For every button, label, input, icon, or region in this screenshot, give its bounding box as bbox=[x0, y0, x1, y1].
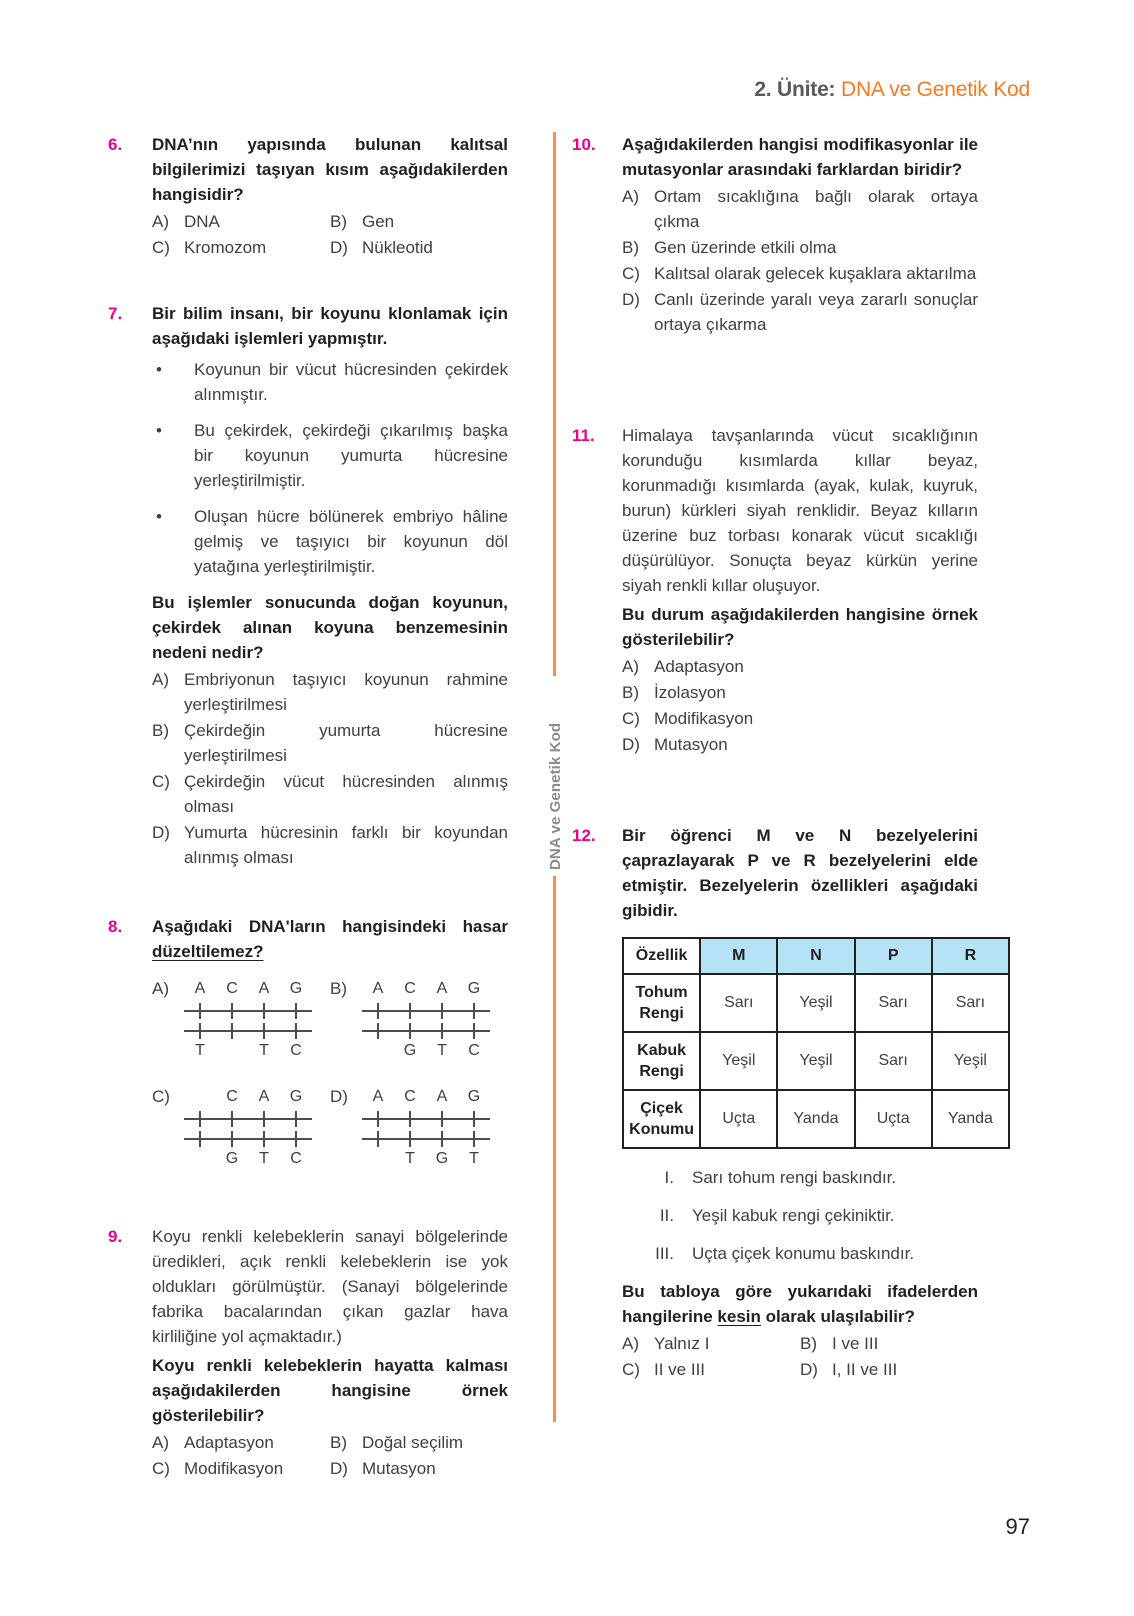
question-12-follow-pre: Bu tabloya göre yukarıdaki ifadelerden hangilerine bbox=[622, 1282, 978, 1326]
table-cell: Yeşil bbox=[777, 1032, 854, 1090]
option-d[interactable] bbox=[800, 1357, 978, 1382]
option-b-label: B) bbox=[800, 1334, 817, 1353]
dna-tick bbox=[199, 1131, 201, 1147]
option-c[interactable] bbox=[622, 261, 978, 286]
table-header-feature: Özellik bbox=[623, 938, 700, 974]
dna-tick bbox=[199, 1003, 201, 1019]
dna-base: A bbox=[372, 980, 384, 997]
dna-strand-top bbox=[362, 1000, 490, 1020]
question-12 bbox=[572, 823, 993, 1383]
question-8-stem bbox=[152, 914, 508, 964]
dna-option-d-label: D) bbox=[330, 1087, 348, 1106]
dna-option-a[interactable] bbox=[152, 978, 330, 1064]
question-9-stem: Koyu renkli kelebeklerin sanayi bölgelerinde üredikleri, açık renkli kelebeklerin ise yok oldukları görülmüştür. (Sanayi bölgelerinde fabrika bacalarından çıkan gazlar hava kirliliğine yol açmaktadır.) bbox=[152, 1227, 508, 1346]
bullet-item bbox=[152, 418, 508, 493]
dna-tick bbox=[199, 1023, 201, 1039]
option-c[interactable] bbox=[622, 1357, 800, 1382]
dna-tick bbox=[473, 1131, 475, 1147]
dna-base: G bbox=[403, 1042, 417, 1059]
dna-base: G bbox=[467, 1088, 481, 1105]
table-cell: Yeşil bbox=[777, 974, 854, 1032]
dna-top-bases bbox=[362, 978, 490, 1000]
dna-base: G bbox=[467, 980, 481, 997]
dna-tick bbox=[263, 1131, 265, 1147]
statement-numeral: II. bbox=[659, 1206, 674, 1225]
vertical-unit-label: DNA ve Genetik Kod bbox=[547, 722, 564, 870]
dna-figure bbox=[184, 1086, 312, 1172]
table-cell: Sarı bbox=[932, 974, 1009, 1032]
question-12-stem: Bir öğrenci M ve N bezelyelerini çaprazlayarak P ve R bezelyelerini elde etmiştir. Bezelyelerin özellikleri aşağıdaki gibidir. bbox=[622, 826, 978, 920]
option-c[interactable] bbox=[152, 769, 508, 819]
option-b-label: B) bbox=[622, 683, 639, 702]
option-c-text: Kromozom bbox=[184, 238, 267, 257]
question-8-number: 8. bbox=[108, 917, 123, 936]
option-a[interactable] bbox=[622, 1331, 800, 1356]
dna-strand-bottom bbox=[184, 1128, 312, 1148]
dna-base: C bbox=[290, 1042, 302, 1059]
question-9-follow: Koyu renkli kelebeklerin hayatta kalması aşağıdakilerden hangisine örnek gösterilebilir? bbox=[152, 1356, 508, 1425]
table-cell: Yeşil bbox=[700, 1032, 777, 1090]
dna-tick bbox=[231, 1023, 233, 1039]
question-6-options bbox=[152, 209, 508, 261]
table-row bbox=[623, 974, 1009, 1032]
option-d-text: Yumurta hücresinin farklı bir koyundan alınmış olması bbox=[184, 823, 508, 867]
dna-base: A bbox=[258, 980, 270, 997]
dna-option-a-label: A) bbox=[152, 979, 169, 998]
page-number: 97 bbox=[1005, 1514, 1030, 1539]
question-7-number: 7. bbox=[108, 304, 123, 323]
row-label: Kabuk Rengi bbox=[623, 1032, 700, 1090]
question-11 bbox=[572, 423, 978, 757]
option-d-label: D) bbox=[330, 238, 348, 257]
table-cell: Sarı bbox=[855, 1032, 932, 1090]
question-6-number: 6. bbox=[108, 135, 123, 154]
dna-backbone bbox=[184, 1118, 312, 1120]
pea-traits-table-wrap bbox=[622, 937, 993, 1149]
dna-base bbox=[184, 1148, 216, 1170]
dna-tick bbox=[377, 1111, 379, 1127]
option-b-label: B) bbox=[622, 238, 639, 257]
question-9-number: 9. bbox=[108, 1227, 123, 1246]
option-b[interactable] bbox=[622, 680, 978, 705]
option-a-label: A) bbox=[152, 670, 169, 689]
option-c-text: Çekirdeğin vücut hücresinden alınmış olması bbox=[184, 772, 508, 816]
question-11-stem: Himalaya tavşanlarında vücut sıcaklığının korunduğu kısımlarda kıllar beyaz, korunmadığı kısımlarda (ayak, kulak, kuyruk, burun) kürkleri siyah renklidir. Beyaz kılların üzerine buz torbası konarak vücut sıcaklığı düşürülüyor. Sonuçta beyaz kürkün yerine siyah renkli kıllar oluşuyor. bbox=[622, 426, 978, 595]
dna-tick bbox=[409, 1023, 411, 1039]
bullet-dot: • bbox=[156, 360, 162, 379]
dna-tick bbox=[263, 1003, 265, 1019]
statement-text: Uçta çiçek konumu baskındır. bbox=[692, 1244, 915, 1263]
option-a-text: DNA bbox=[184, 212, 220, 231]
option-c-label: C) bbox=[622, 709, 640, 728]
dna-tick bbox=[409, 1111, 411, 1127]
option-a-label: A) bbox=[622, 657, 639, 676]
dna-tick bbox=[409, 1003, 411, 1019]
dna-tick bbox=[473, 1003, 475, 1019]
option-b-text: İzolasyon bbox=[654, 683, 726, 702]
option-b[interactable] bbox=[800, 1331, 978, 1356]
table-cell: Sarı bbox=[855, 974, 932, 1032]
dna-base bbox=[216, 1040, 248, 1062]
unit-name: DNA ve Genetik Kod bbox=[841, 78, 1030, 101]
dna-base: A bbox=[194, 980, 206, 997]
dna-backbone bbox=[362, 1010, 490, 1012]
dna-figure bbox=[362, 978, 490, 1064]
option-a-label: A) bbox=[622, 1334, 639, 1353]
dna-base: G bbox=[289, 980, 303, 997]
pea-traits-table bbox=[622, 937, 1010, 1149]
dna-tick bbox=[199, 1111, 201, 1127]
dna-tick bbox=[295, 1023, 297, 1039]
dna-option-b[interactable] bbox=[330, 978, 508, 1064]
left-column bbox=[108, 132, 508, 1508]
bullet-item bbox=[152, 357, 508, 407]
question-12-number: 12. bbox=[572, 826, 596, 845]
question-8-diagrams bbox=[152, 978, 508, 1194]
option-b[interactable] bbox=[330, 209, 508, 234]
dna-tick bbox=[441, 1131, 443, 1147]
question-10-number: 10. bbox=[572, 135, 596, 154]
statement-item bbox=[634, 1203, 978, 1228]
dna-top-bases bbox=[184, 1086, 312, 1108]
dna-tick bbox=[441, 1111, 443, 1127]
option-d-label: D) bbox=[622, 290, 640, 309]
option-d-text: Mutasyon bbox=[654, 735, 728, 754]
dna-base: C bbox=[226, 980, 238, 997]
option-c-text: Kalıtsal olarak gelecek kuşaklara aktarılma bbox=[654, 264, 977, 283]
row-label: Tohum Rengi bbox=[623, 974, 700, 1032]
dna-backbone bbox=[362, 1138, 490, 1140]
option-c-label: C) bbox=[622, 1360, 640, 1379]
dna-base bbox=[362, 1148, 394, 1170]
dna-bottom-bases bbox=[362, 1148, 490, 1170]
question-8 bbox=[108, 914, 508, 1194]
option-c-label: C) bbox=[152, 1459, 170, 1478]
dna-backbone bbox=[362, 1118, 490, 1120]
bullet-text: Bu çekirdek, çekirdeği çıkarılmış başka bir koyunun yumurta hücresine yerleştirilmiştir. bbox=[194, 421, 508, 490]
question-11-follow: Bu durum aşağıdakilerden hangisine örnek gösterilebilir? bbox=[622, 605, 978, 649]
question-9-options bbox=[152, 1430, 508, 1482]
question-12-follow-underlined: kesin bbox=[717, 1307, 761, 1326]
option-d-label: D) bbox=[152, 823, 170, 842]
dna-backbone bbox=[362, 1030, 490, 1032]
dna-base: T bbox=[405, 1150, 415, 1167]
question-10-stem: Aşağıdakilerden hangisi modifikasyonlar ile mutasyonlar arasındaki farklardan biridir? bbox=[622, 135, 978, 179]
dna-top-bases bbox=[184, 978, 312, 1000]
option-b[interactable] bbox=[622, 235, 978, 260]
option-a[interactable] bbox=[152, 667, 508, 717]
option-a[interactable] bbox=[152, 209, 330, 234]
option-c[interactable] bbox=[622, 706, 978, 731]
dna-tick bbox=[441, 1023, 443, 1039]
option-d[interactable] bbox=[330, 235, 508, 260]
dna-figure bbox=[184, 978, 312, 1064]
question-12-options bbox=[622, 1331, 978, 1383]
statement-item bbox=[634, 1165, 978, 1190]
dna-base: A bbox=[258, 1088, 270, 1105]
dna-figure bbox=[362, 1086, 490, 1172]
dna-base: T bbox=[437, 1042, 447, 1059]
dna-base bbox=[362, 1040, 394, 1062]
option-d[interactable] bbox=[330, 1456, 508, 1481]
table-cell: Yanda bbox=[932, 1090, 1009, 1148]
unit-label: 2. Ünite: bbox=[754, 78, 836, 101]
dna-base: G bbox=[435, 1150, 449, 1167]
dna-strand-bottom bbox=[362, 1128, 490, 1148]
question-10 bbox=[572, 132, 978, 337]
statement-text: Yeşil kabuk rengi çekiniktir. bbox=[692, 1206, 895, 1225]
question-12-statements bbox=[622, 1165, 978, 1266]
option-d-text: Canlı üzerinde yaralı veya zararlı sonuçlar ortaya çıkarma bbox=[654, 290, 978, 334]
question-11-options bbox=[622, 654, 978, 757]
dna-base: A bbox=[436, 1088, 448, 1105]
dna-strand-top bbox=[362, 1108, 490, 1128]
option-a-text: Embriyonun taşıyıcı koyunun rahmine yerleştirilmesi bbox=[184, 670, 508, 714]
dna-tick bbox=[295, 1003, 297, 1019]
dna-bottom-bases bbox=[362, 1040, 490, 1062]
dna-tick bbox=[231, 1131, 233, 1147]
dna-tick bbox=[295, 1111, 297, 1127]
table-cell: Uçta bbox=[855, 1090, 932, 1148]
question-8-stem-underlined: düzeltilemez? bbox=[152, 942, 264, 961]
statement-numeral: III. bbox=[655, 1244, 674, 1263]
table-row bbox=[623, 1032, 1009, 1090]
dna-strand-bottom bbox=[362, 1020, 490, 1040]
option-b-text: Gen üzerinde etkili olma bbox=[654, 238, 837, 257]
question-7-follow: Bu işlemler sonucunda doğan koyunun, çekirdek alınan koyuna benzemesinin nedeni nedir? bbox=[152, 593, 508, 662]
option-d-text: Mutasyon bbox=[362, 1459, 436, 1478]
option-a-text: Ortam sıcaklığına bağlı olarak ortaya çıkma bbox=[654, 187, 978, 231]
dna-tick bbox=[441, 1003, 443, 1019]
option-b-text: Doğal seçilim bbox=[362, 1433, 464, 1452]
dna-base: T bbox=[469, 1150, 479, 1167]
option-a[interactable] bbox=[152, 1430, 330, 1455]
table-row bbox=[623, 1090, 1009, 1148]
dna-tick bbox=[263, 1023, 265, 1039]
dna-strand-top bbox=[184, 1000, 312, 1020]
dna-backbone bbox=[184, 1010, 312, 1012]
dna-base: T bbox=[259, 1150, 269, 1167]
question-7 bbox=[108, 301, 508, 870]
dna-bottom-bases bbox=[184, 1040, 312, 1062]
option-a-label: A) bbox=[622, 187, 639, 206]
option-d[interactable] bbox=[622, 732, 978, 757]
table-cell: Sarı bbox=[700, 974, 777, 1032]
statement-numeral: I. bbox=[664, 1168, 674, 1187]
dna-backbone bbox=[184, 1030, 312, 1032]
table-head bbox=[623, 938, 1009, 974]
table-cell: Yanda bbox=[777, 1090, 854, 1148]
table-cell: Yeşil bbox=[932, 1032, 1009, 1090]
dna-base: T bbox=[195, 1042, 205, 1059]
option-b[interactable] bbox=[330, 1430, 508, 1455]
table-cell: Uçta bbox=[700, 1090, 777, 1148]
option-c-label: C) bbox=[622, 264, 640, 283]
question-9 bbox=[108, 1224, 508, 1482]
statement-item bbox=[634, 1241, 978, 1266]
bullet-text: Koyunun bir vücut hücresinden çekirdek alınmıştır. bbox=[194, 360, 508, 404]
option-b-text: Gen bbox=[362, 212, 395, 231]
option-b-label: B) bbox=[330, 212, 347, 231]
bullet-item bbox=[152, 504, 508, 579]
question-12-follow-post: olarak ulaşılabilir? bbox=[760, 1307, 915, 1326]
dna-base: A bbox=[372, 1088, 384, 1105]
dna-bottom-bases bbox=[184, 1148, 312, 1170]
dna-base: C bbox=[226, 1088, 238, 1105]
dna-tick bbox=[473, 1111, 475, 1127]
dna-option-c-label: C) bbox=[152, 1087, 170, 1106]
question-6 bbox=[108, 132, 508, 261]
question-7-stem: Bir bilim insanı, bir koyunu klonlamak için aşağıdaki işlemleri yapmıştır. bbox=[152, 304, 508, 348]
dna-base: C bbox=[404, 980, 416, 997]
option-c-text: Modifikasyon bbox=[184, 1459, 284, 1478]
option-b-label: B) bbox=[330, 1433, 347, 1452]
table-header-n: N bbox=[777, 938, 854, 974]
table-header-r: R bbox=[932, 938, 1009, 974]
page-header bbox=[754, 78, 1030, 102]
table-header-p: P bbox=[855, 938, 932, 974]
option-a-text: Adaptasyon bbox=[654, 657, 744, 676]
dna-base: C bbox=[290, 1150, 302, 1167]
option-a[interactable] bbox=[622, 654, 978, 679]
dna-tick bbox=[263, 1111, 265, 1127]
dna-base bbox=[184, 1086, 216, 1108]
dna-top-bases bbox=[362, 1086, 490, 1108]
option-b-text: Çekirdeğin yumurta hücresine yerleştirilmesi bbox=[184, 721, 508, 765]
dna-tick bbox=[231, 1111, 233, 1127]
bullet-dot: • bbox=[156, 507, 162, 526]
question-12-follow bbox=[622, 1279, 978, 1329]
question-10-options bbox=[622, 184, 978, 337]
option-a[interactable] bbox=[622, 184, 978, 234]
dna-base: G bbox=[289, 1088, 303, 1105]
option-c-text: II ve III bbox=[654, 1360, 706, 1379]
question-7-bullets bbox=[152, 357, 508, 579]
option-c[interactable] bbox=[152, 235, 330, 260]
bullet-dot: • bbox=[156, 421, 162, 440]
question-7-options bbox=[152, 667, 508, 870]
option-c-label: C) bbox=[152, 238, 170, 257]
option-b-text: I ve III bbox=[832, 1334, 879, 1353]
option-c-label: C) bbox=[152, 772, 170, 791]
option-d-label: D) bbox=[622, 735, 640, 754]
option-d-label: D) bbox=[800, 1360, 818, 1379]
option-d[interactable] bbox=[152, 820, 508, 870]
dna-option-b-label: B) bbox=[330, 979, 347, 998]
option-a-label: A) bbox=[152, 1433, 169, 1452]
statement-text: Sarı tohum rengi baskındır. bbox=[692, 1168, 897, 1187]
dna-strand-bottom bbox=[184, 1020, 312, 1040]
dna-base: C bbox=[404, 1088, 416, 1105]
option-c[interactable] bbox=[152, 1456, 330, 1481]
dna-tick bbox=[295, 1131, 297, 1147]
dna-backbone bbox=[184, 1138, 312, 1140]
option-b[interactable] bbox=[152, 718, 508, 768]
option-d[interactable] bbox=[622, 287, 978, 337]
table-header-m: M bbox=[700, 938, 777, 974]
option-d-label: D) bbox=[330, 1459, 348, 1478]
question-11-number: 11. bbox=[572, 426, 595, 445]
question-8-stem-pre: Aşağıdaki DNA'ların hangisindeki hasar bbox=[152, 917, 508, 936]
question-6-stem: DNA’nın yapısında bulunan kalıtsal bilgilerimizi taşıyan kısım aşağıdakilerden hangisidir? bbox=[152, 135, 508, 204]
option-d-text: I, II ve III bbox=[832, 1360, 898, 1379]
dna-base: A bbox=[436, 980, 448, 997]
row-label: Çiçek Konumu bbox=[623, 1090, 700, 1148]
dna-base: C bbox=[468, 1042, 480, 1059]
dna-tick bbox=[473, 1023, 475, 1039]
dna-tick bbox=[377, 1023, 379, 1039]
option-c-text: Modifikasyon bbox=[654, 709, 754, 728]
right-column bbox=[572, 132, 993, 1409]
dna-option-c[interactable] bbox=[152, 1086, 330, 1172]
dna-base: T bbox=[259, 1042, 269, 1059]
option-b-label: B) bbox=[152, 721, 169, 740]
dna-tick bbox=[377, 1003, 379, 1019]
dna-tick bbox=[231, 1003, 233, 1019]
dna-tick bbox=[377, 1131, 379, 1147]
bullet-text: Oluşan hücre bölünerek embriyo hâline gelmiş ve taşıyıcı bir koyunun döl yatağına yerleştirilmiştir. bbox=[194, 507, 508, 576]
dna-option-d[interactable] bbox=[330, 1086, 508, 1172]
option-a-label: A) bbox=[152, 212, 169, 231]
table-header-row bbox=[623, 938, 1009, 974]
dna-strand-top bbox=[184, 1108, 312, 1128]
option-d-text: Nükleotid bbox=[362, 238, 433, 257]
dna-tick bbox=[409, 1131, 411, 1147]
option-a-text: Yalnız I bbox=[654, 1334, 710, 1353]
dna-base: G bbox=[225, 1150, 239, 1167]
option-a-text: Adaptasyon bbox=[184, 1433, 274, 1452]
table-body bbox=[623, 974, 1009, 1148]
